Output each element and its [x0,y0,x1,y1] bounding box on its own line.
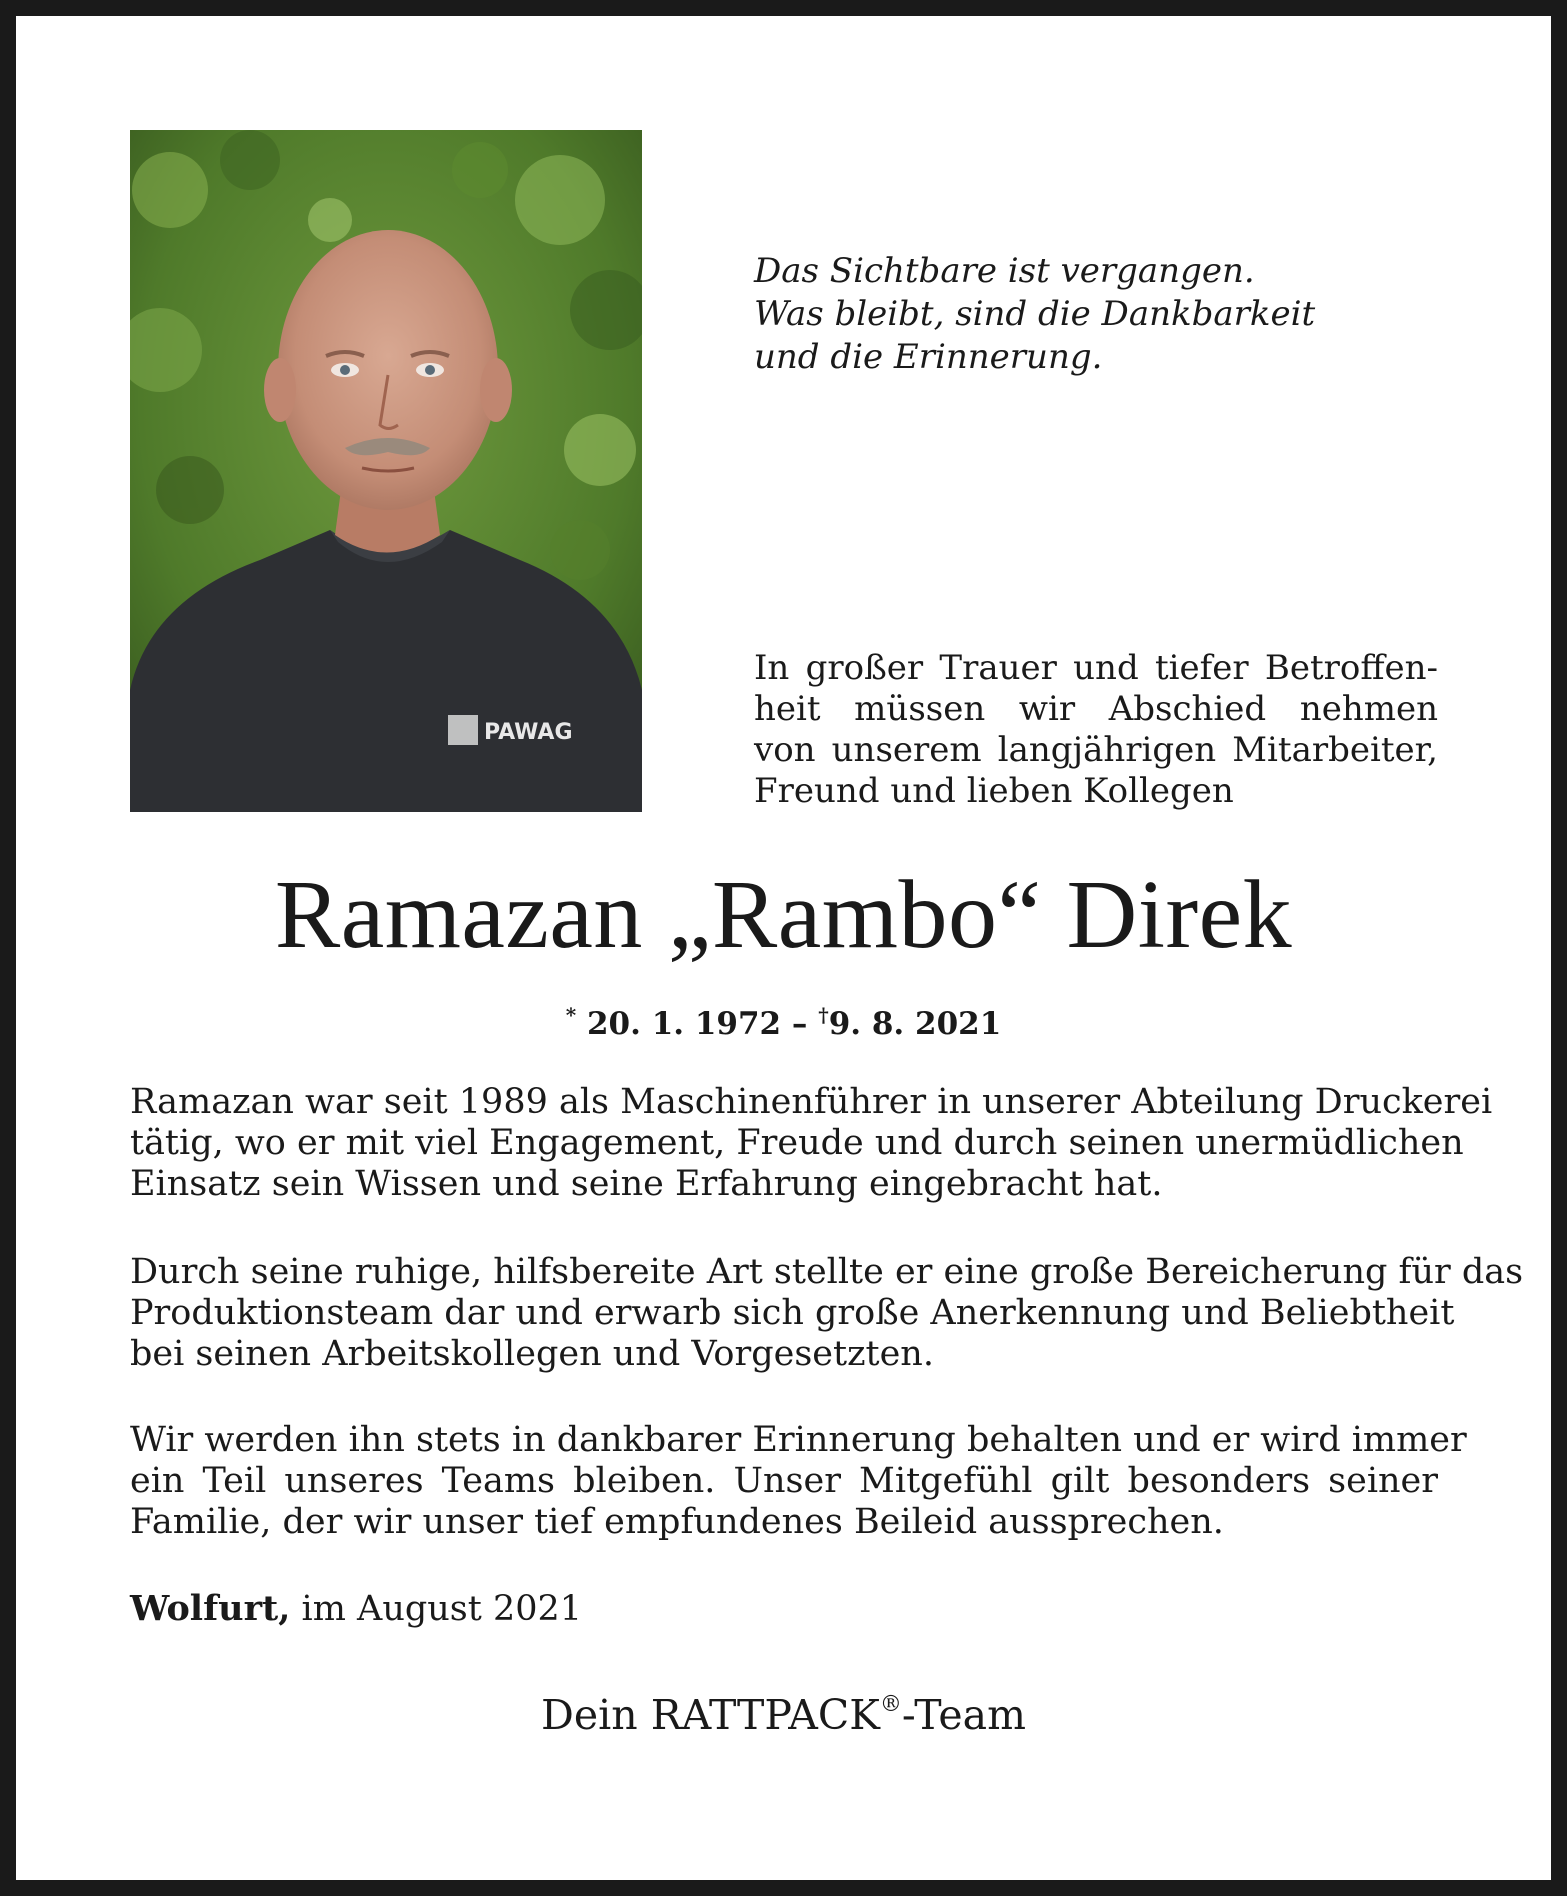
quote-line: und die Erinnerung. [754,337,1103,377]
portrait-photo [130,130,642,812]
birth-symbol: * [565,1003,577,1027]
quote-line: Was bleibt, sind die Dankbarkeit [754,294,1316,334]
place-date [130,1588,582,1630]
memorial-quote [754,250,1454,379]
intro-line: In großer Trauer und tiefer Betroffen- [754,648,1438,688]
paragraph-line: ein Teil unseres Teams bleiben. Unser Mitgefühl gilt besonders seiner [130,1461,1438,1501]
paragraph [130,1082,1493,1205]
place-month: im August 2021 [301,1589,583,1629]
quote-line: Das Sichtbare ist vergangen. [754,251,1255,291]
deceased-name: Ramazan „Rambo“ Direk [274,861,1293,969]
paragraph-line: tätig, wo er mit viel Engagement, Freude und durch seinen unermüdlichen [130,1123,1464,1163]
paragraph [130,1252,1524,1375]
death-date: 9. 8. 2021 [828,1006,1002,1042]
paragraph-line: Produktionsteam dar und erwarb sich große Anerkennung und Beliebtheit [130,1293,1455,1333]
paragraph-line: Familie, der wir unser tief empfundenes Beileid aussprechen. [130,1502,1224,1542]
signature-suffix: -Team [901,1691,1026,1739]
signature [0,1680,1567,1740]
death-symbol: † [818,1003,829,1027]
birth-date: 20. 1. 1972 – [586,1006,808,1042]
intro-line: von unserem langjährigen Mitarbeiter, [754,730,1438,770]
paragraph-line: Durch seine ruhige, hilfsbereite Art stellte er eine große Bereicherung für das [130,1252,1524,1292]
paragraph [130,1420,1467,1543]
paragraph-line: Einsatz sein Wissen und seine Erfahrung eingebracht hat. [130,1164,1163,1204]
shirt-logo: PAWAG [484,720,573,745]
signature-prefix: Dein RATTPACK [541,1691,880,1739]
intro-text [754,648,1438,812]
paragraph-line: Wir werden ihn stets in dankbarer Erinnerung behalten und er wird immer [130,1420,1467,1460]
place-city: Wolfurt, [130,1588,291,1629]
paragraph-line: Ramazan war seit 1989 als Maschinenführer in unserer Abteilung Druckerei [130,1082,1493,1122]
intro-line: Freund und lieben Kollegen [754,771,1234,811]
intro-line: heit müssen wir Abschied nehmen [754,689,1438,729]
paragraph-line: bei seinen Arbeitskollegen und Vorgesetzten. [130,1334,934,1374]
life-dates [0,995,1567,1044]
registered-mark: ® [879,1692,902,1717]
